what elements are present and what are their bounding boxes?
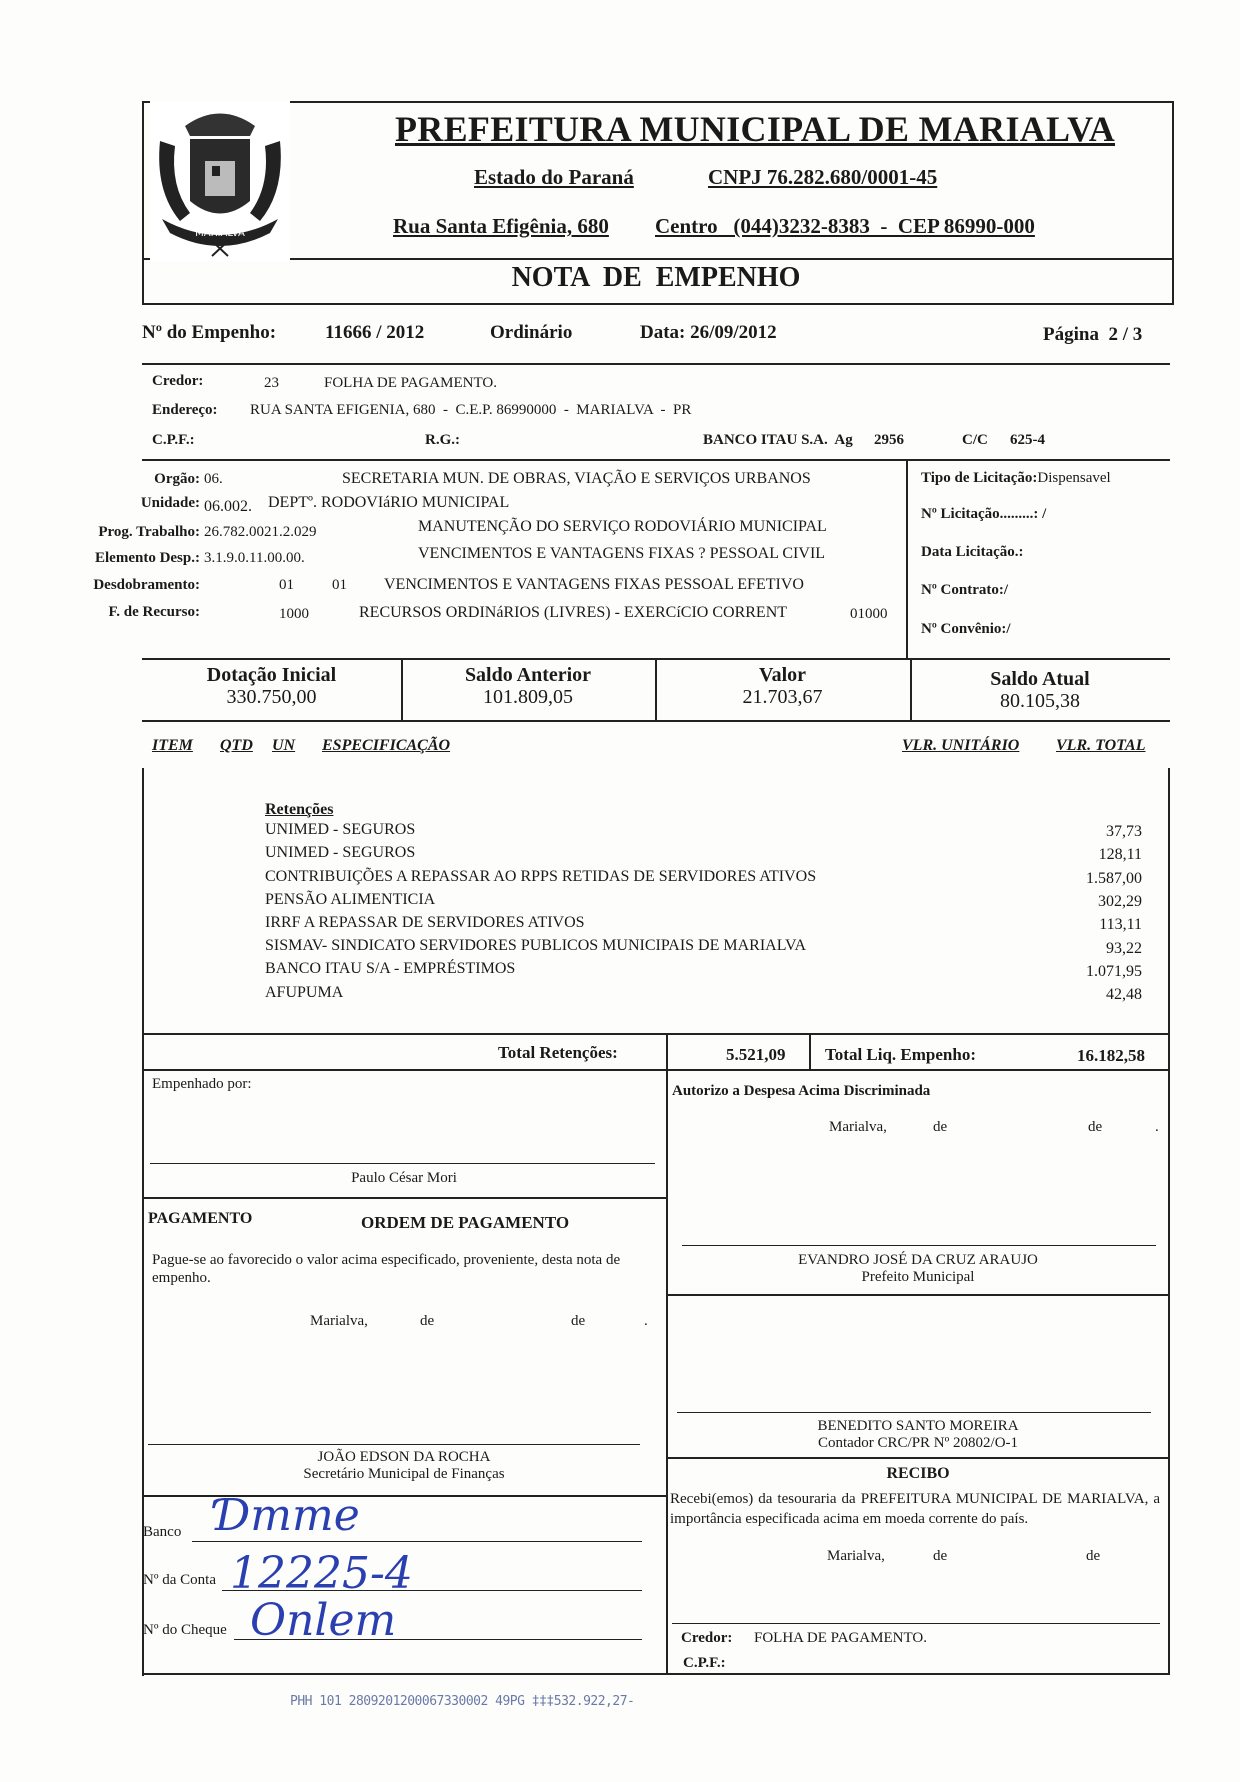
signature-line (150, 1163, 655, 1164)
retencao-value: 37,73 (1106, 823, 1142, 840)
col-unit-value: VLR. UNITÁRIO (902, 737, 1020, 754)
unidade-code: 06.002. (204, 498, 252, 515)
col-specification: ESPECIFICAÇÃO (322, 737, 451, 754)
divider (809, 1033, 811, 1069)
empenho-type: Ordinário (490, 322, 573, 343)
date-de: de (933, 1119, 948, 1135)
divider (142, 363, 1170, 365)
recibo-cpf-label: C.P.F.: (683, 1655, 726, 1671)
desdobramento-desc: VENCIMENTOS E VANTAGENS FIXAS PESSOAL EFETIVO (384, 576, 804, 593)
col-total-value: VLR. TOTAL (1056, 737, 1146, 754)
prog-desc: MANUTENÇÃO DO SERVIÇO RODOVIÁRIO MUNICIPAL (418, 518, 827, 535)
valor (655, 664, 910, 708)
date-de: de (571, 1313, 586, 1329)
summary-label: Saldo Anterior (464, 664, 592, 686)
divider (142, 459, 1170, 461)
orgao-label: Orgão: (154, 471, 200, 487)
retencao-desc: UNIMED - SEGUROS (265, 821, 416, 838)
divider (142, 1197, 666, 1199)
conta-label: Nº da Conta (143, 1572, 216, 1588)
elemento-label: Elemento Desp.: (95, 550, 200, 566)
place-text: Marialva, (829, 1119, 887, 1135)
cheque-handwritten: Onlem (250, 1595, 397, 1646)
desdobramento-code-1: 01 (279, 577, 294, 593)
desdobramento-code-2: 01 (332, 577, 347, 593)
retencao-desc: CONTRIBUIÇÕES A REPASSAR AO RPPS RETIDAS DE SERVIDORES ATIVOS (265, 868, 817, 885)
summary-value: 80.105,38 (1000, 690, 1080, 712)
signature-line (672, 1623, 1160, 1624)
licitacao-number: Nº Licitação.........: / (921, 506, 1047, 522)
date-de: de (933, 1548, 948, 1564)
rg-label: R.G.: (425, 432, 460, 448)
pagamento-text: Pague-se ao favorecido o valor acima especificado, proveniente, desta nota de empenho. (152, 1252, 621, 1286)
orgao-desc: SECRETARIA MUN. DE OBRAS, VIAÇÃO E SERVIÇOS URBANOS (342, 470, 811, 487)
prog-label: Prog. Trabalho: (98, 524, 200, 540)
divider (1168, 768, 1170, 1675)
svg-text:MARIALVA: MARIALVA (195, 228, 245, 239)
cnpj-text: CNPJ 76.282.680/0001-45 (708, 165, 938, 189)
empenho-date: Data: 26/09/2012 (640, 322, 777, 343)
state-text: Estado do Paraná (474, 165, 634, 189)
convenio-number: Nº Convênio:/ (921, 621, 1011, 637)
signature-line (148, 1444, 640, 1445)
retencao-desc: PENSÃO ALIMENTICIA (265, 891, 436, 908)
address-text: Rua Santa Efigênia, 680 (393, 214, 609, 238)
cheque-label: Nº do Cheque (143, 1622, 227, 1638)
contador-role: Contador CRC/PR Nº 20802/O-1 (817, 1435, 1019, 1451)
saldo-anterior (401, 664, 655, 708)
header-divider (142, 258, 1172, 260)
page-indicator: Página 2 / 3 (1043, 324, 1143, 345)
retencao-desc: BANCO ITAU S/A - EMPRÉSTIMOS (265, 960, 516, 977)
empenhado-por-label: Empenhado por: (152, 1076, 252, 1092)
prefeito-name: EVANDRO JOSÉ DA CRUZ ARAUJO (798, 1252, 1038, 1268)
cpf-label: C.P.F.: (152, 432, 195, 448)
machine-stamp: PHH 101 2809201200067330002 49PG ‡‡‡532.922,27- (290, 1694, 635, 1709)
unidade-label: Unidade: (140, 495, 200, 511)
retencao-value: 42,48 (1106, 986, 1142, 1003)
place-text: Marialva, (310, 1313, 368, 1329)
date-dot: . (644, 1313, 648, 1329)
retencao-desc: AFUPUMA (265, 984, 344, 1001)
credor-code: 23 (264, 375, 279, 391)
recibo-credor-name: FOLHA DE PAGAMENTO. (754, 1630, 927, 1646)
licitacao-date: Data Licitação.: (921, 544, 1024, 560)
empenho-number-label: Nº do Empenho: (142, 322, 277, 343)
banco-field[interactable] (192, 1541, 642, 1542)
recibo-text: Recebi(emos) da tesouraria da PREFEITURA MUNICIPAL DE MARIALVA, a importância especificada acima em moeda corrente do país. (670, 1491, 1160, 1527)
divider (666, 1033, 668, 1675)
divider (906, 459, 908, 659)
banco-handwritten: Ɗmme (215, 1490, 360, 1541)
retencao-value: 113,11 (1099, 916, 1142, 933)
divider (142, 1673, 1170, 1675)
date-dot: . (1155, 1119, 1159, 1135)
bank-name: BANCO ITAU S.A. Ag (703, 432, 853, 448)
retencao-value: 128,11 (1098, 846, 1142, 863)
contrato-number: Nº Contrato:/ (921, 582, 1009, 598)
contact-text: Centro (044)3232-8383 - CEP 86990-000 (655, 214, 1035, 238)
address-label: Endereço: (152, 402, 218, 418)
prefeito-signature (666, 1252, 1170, 1286)
retencao-value: 302,29 (1098, 893, 1142, 910)
divider (666, 1457, 1170, 1459)
contador-signature (666, 1418, 1170, 1452)
summary-label: Saldo Atual (990, 668, 1090, 690)
retencao-value: 93,22 (1106, 940, 1142, 957)
unidade-desc: DEPTº. RODOVIáRIO MUNICIPAL (268, 494, 510, 511)
retencao-desc: SISMAV- SINDICATO SERVIDORES PUBLICOS MUNICIPAIS DE MARIALVA (265, 937, 807, 954)
credor-name: FOLHA DE PAGAMENTO. (324, 375, 497, 391)
summary-label: Valor (758, 664, 807, 686)
col-item: ITEM (152, 737, 193, 754)
total-liquido-label: Total Liq. Empenho: (825, 1045, 976, 1064)
divider (666, 1294, 1170, 1296)
secretario-name: JOÃO EDSON DA ROCHA (317, 1449, 491, 1465)
banco-label: Banco (143, 1524, 182, 1540)
recurso-code-2: 01000 (850, 606, 888, 622)
total-retencoes-value: 5.521,09 (726, 1045, 786, 1064)
licitacao-type-label: Tipo de Licitação: (921, 470, 1038, 486)
elemento-desc: VENCIMENTOS E VANTAGENS FIXAS ? PESSOAL CIVIL (418, 545, 826, 562)
divider (142, 720, 1170, 722)
secretario-signature (142, 1449, 666, 1483)
signature-line (682, 1245, 1156, 1246)
col-qtd: QTD (220, 737, 253, 754)
total-liquido-value: 16.182,58 (1077, 1046, 1145, 1065)
retencao-value: 1.071,95 (1086, 963, 1142, 980)
recurso-desc: RECURSOS ORDINáRIOS (LIVRES) - EXERCíCIO CORRENT (359, 604, 788, 621)
dotacao-inicial (142, 664, 401, 708)
cc-value: 625-4 (1010, 432, 1045, 448)
recibo-credor-label (681, 1630, 732, 1647)
municipal-coat-of-arms-icon (150, 101, 290, 261)
retencao-desc: IRRF A REPASSAR DE SERVIDORES ATIVOS (265, 914, 585, 931)
prefeito-role: Prefeito Municipal (861, 1269, 975, 1285)
retencao-desc: UNIMED - SEGUROS (265, 844, 416, 861)
signature-line (677, 1412, 1151, 1413)
prog-code: 26.782.0021.2.029 (204, 524, 317, 540)
desdobramento-label: Desdobramento: (93, 577, 200, 593)
divider (142, 1069, 1170, 1071)
recibo-title: RECIBO (886, 1465, 950, 1482)
autorizo-text: Autorizo a Despesa Acima Discriminada (672, 1083, 931, 1099)
date-de: de (420, 1313, 435, 1329)
summary-label: Dotação Inicial (206, 664, 337, 686)
retencao-value: 1.587,00 (1086, 870, 1142, 887)
place-text: Marialva, (827, 1548, 885, 1564)
empenhado-por-name: Paulo César Mori (351, 1170, 457, 1186)
divider (142, 1033, 1170, 1035)
recurso-code: 1000 (279, 606, 309, 622)
elemento-code: 3.1.9.0.11.00.00. (204, 550, 305, 566)
summary-value: 21.703,67 (742, 686, 823, 708)
cc-label: C/C (962, 432, 988, 448)
credor-label: Credor: (152, 373, 204, 389)
empenho-number: 11666 / 2012 (325, 322, 425, 343)
bank-agency: 2956 (874, 432, 904, 448)
credor-label: Credor: (681, 1630, 733, 1646)
contador-name: BENEDITO SANTO MOREIRA (817, 1418, 1019, 1434)
saldo-atual (910, 668, 1170, 712)
orgao-code: 06. (204, 471, 223, 487)
summary-value: 330.750,00 (226, 686, 317, 708)
ordem-pagamento-title: ORDEM DE PAGAMENTO (361, 1213, 570, 1232)
credor-address: RUA SANTA EFIGENIA, 680 - C.E.P. 86990000 - MARIALVA - PR (250, 402, 692, 418)
conta-handwritten: 12225-4 (230, 1548, 413, 1599)
pagamento-label: PAGAMENTO (148, 1210, 253, 1227)
secretario-role: Secretário Municipal de Finanças (303, 1466, 505, 1482)
page-title: PREFEITURA MUNICIPAL DE MARIALVA (395, 109, 1116, 149)
date-de: de (1088, 1119, 1103, 1135)
recurso-label: F. de Recurso: (108, 604, 200, 620)
col-un: UN (272, 737, 296, 754)
document-title: NOTA DE EMPENHO (511, 262, 801, 293)
retencoes-title: Retenções (265, 801, 334, 818)
licitacao-type (921, 470, 1111, 487)
summary-value: 101.809,05 (483, 686, 573, 708)
licitacao-type-value: Dispensavel (1037, 470, 1111, 486)
total-retencoes-label: Total Retenções: (498, 1043, 618, 1062)
date-de: de (1086, 1548, 1101, 1564)
